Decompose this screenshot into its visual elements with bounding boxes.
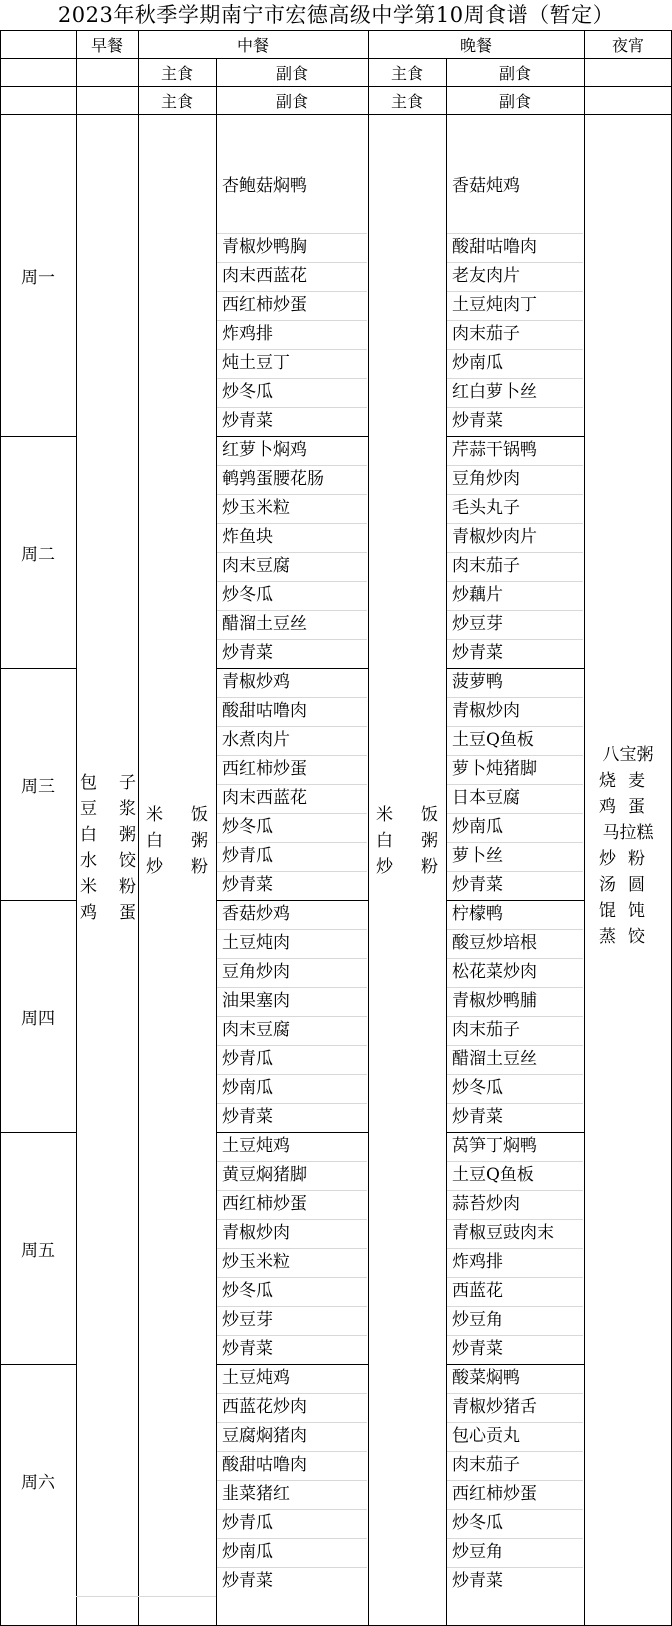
lunch-dish: 土豆炖肉 [222,933,290,953]
lunch-dish: 炖土豆丁 [222,353,290,373]
dinner-dish: 青椒炒鸭脯 [452,991,537,1011]
breakfast-item-char: 蛋 [119,903,136,923]
dinner-dish: 萝卜炖猪脚 [452,759,537,779]
dinner-dish: 西红柿炒蛋 [452,1484,537,1504]
dinner-dish: 柠檬鸭 [452,904,503,924]
night-snack-item: 烧麦 [599,771,657,791]
day-label: 周六 [21,1472,55,1493]
dinner-dish: 炒青菜 [452,1339,503,1359]
lunch-dish: 酸甜咕噜肉 [222,701,307,721]
dinner-dish: 青椒炒猪舌 [452,1397,537,1417]
grid-line [0,1364,76,1365]
lunch-dish: 肉末豆腐 [222,1020,290,1040]
breakfast-item-char: 鸡 [80,903,97,923]
grid-line [76,30,77,1626]
grid-line [446,1364,584,1365]
night-snack-item: 馄饨 [599,901,657,921]
dinner-dish: 萝卜丝 [452,846,503,866]
lunch-dish: 炸鱼块 [222,527,273,547]
dinner-dish: 毛头丸子 [452,498,520,518]
lunch-dish: 豆腐焖猪肉 [222,1426,307,1446]
dinner-dish: 土豆Q鱼板 [452,730,534,750]
dinner-dish: 炒豆芽 [452,614,503,634]
breakfast-col-right [119,770,136,926]
dinner-dish: 炒南瓜 [452,817,503,837]
dinner-dish: 酸菜焖鸭 [452,1368,520,1388]
lunch-dish: 炒玉米粒 [222,1252,290,1272]
header-dinner-side-label: 副食 [498,63,531,83]
grid-line [368,30,369,1626]
breakfast-item-char: 饺 [119,851,136,871]
grid-line [446,668,584,669]
breakfast-col-left [80,770,97,926]
dinner-dish: 菠萝鸭 [452,672,503,692]
day-label: 周三 [21,776,55,797]
lunch-dish: 炒青菜 [222,1339,273,1359]
day-label: 周五 [21,1240,55,1261]
dinner-staple-items-col-right [421,802,438,880]
lunch-dish: 青椒炒鸡 [222,672,290,692]
dinner-dish: 炒冬瓜 [452,1078,503,1098]
lunch-staple-items-char: 粉 [191,857,208,877]
night-snack-item: 炒粉 [599,849,657,869]
dinner-dish: 肉末茄子 [452,1020,520,1040]
day-label: 周一 [21,267,55,288]
dinner-dish: 土豆Q鱼板 [452,1165,534,1185]
grid-line [0,30,672,31]
lunch-dish: 杏鲍菇焖鸭 [222,176,307,196]
night-snack-items [584,742,672,950]
grid-line [0,114,672,115]
dinner-dish: 日本豆腐 [452,788,520,808]
lunch-dish: 炒青瓜 [222,846,273,866]
dinner-staple-items-char: 粉 [421,857,438,877]
grid-line [138,30,139,1626]
header-lunch-side-label: 副食 [275,91,308,111]
day-label: 周二 [21,544,55,565]
header-lunch: 中餐 [236,35,269,55]
dinner-staple-items-char: 粥 [421,831,438,851]
dinner-dish: 包心贡丸 [452,1426,520,1446]
grid-line [216,1364,368,1365]
dinner-staple-items [376,802,438,880]
lunch-dish: 土豆炖鸡 [222,1368,290,1388]
lunch-dish: 炒青瓜 [222,1513,273,1533]
page-title: 2023年秋季学期南宁市宏德高级中学第10周食谱（暂定） [57,3,615,27]
dinner-dish: 酸甜咕噜肉 [452,237,537,257]
breakfast-item-char: 包 [80,773,97,793]
dinner-dish: 青椒炒肉片 [452,527,537,547]
dinner-dish: 香菇炖鸡 [452,176,520,196]
lunch-dish: 水煮肉片 [222,730,290,750]
lunch-dish: 炒青菜 [222,411,273,431]
night-snack-item: 蒸饺 [599,927,657,947]
breakfast-item-char: 豆 [80,799,97,819]
lunch-dish: 炒冬瓜 [222,817,273,837]
dinner-dish: 西蓝花 [452,1281,503,1301]
night-snack-item: 鸡蛋 [599,797,657,817]
dinner-dish: 红白萝卜丝 [452,382,537,402]
grid-line [446,1132,584,1133]
grid-line [584,30,585,1626]
lunch-staple-items-char: 粥 [191,831,208,851]
lunch-dish: 豆角炒肉 [222,962,290,982]
grid-line [0,58,672,59]
lunch-dish: 土豆炖鸡 [222,1136,290,1156]
grid-line [446,900,584,901]
dinner-dish: 肉末茄子 [452,1455,520,1475]
breakfast-item-char: 白 [80,825,97,845]
grid-line [0,86,672,87]
lunch-staple-items-col-left [146,802,163,880]
lunch-dish: 西红柿炒蛋 [222,1194,307,1214]
lunch-staple-items [146,802,208,880]
lunch-dish: 韭菜猪红 [222,1484,290,1504]
grid-line [446,436,584,437]
breakfast-item-char: 水 [80,851,97,871]
breakfast-item-char: 浆 [119,799,136,819]
lunch-staple-items-char: 白 [146,831,163,851]
dinner-dish: 炒青菜 [452,411,503,431]
header-breakfast: 早餐 [90,35,123,55]
dinner-dish: 莴笋丁焖鸭 [452,1136,537,1156]
lunch-dish: 醋溜土豆丝 [222,614,307,634]
dinner-dish: 芹蒜干锅鸭 [452,440,537,460]
breakfast-item-char: 子 [119,773,136,793]
grid-line [216,1132,368,1133]
lunch-staple-items-char: 米 [146,805,163,825]
lunch-dish: 炒冬瓜 [222,1281,273,1301]
dinner-dish: 土豆炖肉丁 [452,295,537,315]
dinner-dish: 肉末茄子 [452,324,520,344]
dinner-dish: 炒青菜 [452,1107,503,1127]
lunch-dish: 炒豆芽 [222,1310,273,1330]
lunch-dish: 炒青菜 [222,1571,273,1591]
dinner-dish: 松花菜炒肉 [452,962,537,982]
lunch-dish: 酸甜咕噜肉 [222,1455,307,1475]
grid-line [0,30,1,1626]
grid-line [0,1132,76,1133]
header-lunch-staple-label: 主食 [160,63,193,83]
dinner-dish: 豆角炒肉 [452,469,520,489]
lunch-dish: 炸鸡排 [222,324,273,344]
lunch-dish: 西红柿炒蛋 [222,295,307,315]
dinner-dish: 炒青菜 [452,875,503,895]
lunch-dish: 肉末西蓝花 [222,266,307,286]
dinner-dish: 炒豆角 [452,1310,503,1330]
dinner-dish: 青椒炒肉 [452,701,520,721]
dinner-staple-items-char: 白 [376,831,393,851]
dinner-dish: 炒南瓜 [452,353,503,373]
lunch-dish: 红萝卜焖鸡 [222,440,307,460]
lunch-dish: 鹌鹑蛋腰花肠 [222,469,324,489]
header-lunch-staple-label: 主食 [160,91,193,111]
lunch-dish: 炒南瓜 [222,1078,273,1098]
header-dinner-side-label: 副食 [498,91,531,111]
header-dinner: 晚餐 [459,35,492,55]
dinner-dish: 炸鸡排 [452,1252,503,1272]
lunch-dish: 油果塞肉 [222,991,290,1011]
lunch-dish: 炒青菜 [222,1107,273,1127]
header-dinner-staple-label: 主食 [390,91,423,111]
dinner-dish: 炒冬瓜 [452,1513,503,1533]
lunch-dish: 青椒炒肉 [222,1223,290,1243]
dinner-staple-items-char: 饭 [421,805,438,825]
grid-line [0,668,76,669]
day-label: 周四 [21,1008,55,1029]
dinner-dish: 蒜苔炒肉 [452,1194,520,1214]
breakfast-items [80,770,136,926]
dinner-dish: 炒豆角 [452,1542,503,1562]
dinner-dish: 炒青菜 [452,643,503,663]
grid-line [0,900,76,901]
lunch-dish: 黄豆焖猪脚 [222,1165,307,1185]
lunch-dish: 炒冬瓜 [222,585,273,605]
lunch-dish: 香菇炒鸡 [222,904,290,924]
night-snack-item: 八宝粥 [602,745,654,765]
lunch-dish: 炒冬瓜 [222,382,273,402]
lunch-dish: 肉末西蓝花 [222,788,307,808]
lunch-dish: 炒南瓜 [222,1542,273,1562]
dinner-dish: 炒藕片 [452,585,503,605]
lunch-dish: 西蓝花炒肉 [222,1397,307,1417]
lunch-staple-items-char: 饭 [191,805,208,825]
lunch-dish: 炒青菜 [222,643,273,663]
grid-line [216,668,368,669]
night-snack-item: 汤圆 [599,875,657,895]
lunch-dish: 青椒炒鸭胸 [222,237,307,257]
dinner-staple-items-char: 炒 [376,857,393,877]
row-divider [76,1596,216,1597]
breakfast-item-char: 粥 [119,825,136,845]
lunch-dish: 炒玉米粒 [222,498,290,518]
dinner-dish: 酸豆炒培根 [452,933,537,953]
grid-line [216,58,217,1626]
lunch-dish: 炒青菜 [222,875,273,895]
lunch-dish: 炒青瓜 [222,1049,273,1069]
dinner-dish: 老友肉片 [452,266,520,286]
grid-line [216,900,368,901]
lunch-dish: 西红柿炒蛋 [222,759,307,779]
header-dinner-staple-label: 主食 [390,63,423,83]
lunch-dish: 肉末豆腐 [222,556,290,576]
grid-line [216,436,368,437]
dinner-dish: 肉末茄子 [452,556,520,576]
dinner-dish: 炒青菜 [452,1571,503,1591]
lunch-staple-items-col-right [191,802,208,880]
dinner-dish: 醋溜土豆丝 [452,1049,537,1069]
header-night-snack: 夜宵 [611,35,644,55]
grid-line [446,58,447,1626]
breakfast-item-char: 米 [80,877,97,897]
breakfast-item-char: 粉 [119,877,136,897]
night-snack-item: 马拉糕 [602,823,654,843]
dinner-dish: 青椒豆豉肉末 [452,1223,554,1243]
dinner-staple-items-char: 米 [376,805,393,825]
grid-line [0,436,76,437]
dinner-staple-items-col-left [376,802,393,880]
lunch-staple-items-char: 炒 [146,857,163,877]
header-lunch-side-label: 副食 [275,63,308,83]
